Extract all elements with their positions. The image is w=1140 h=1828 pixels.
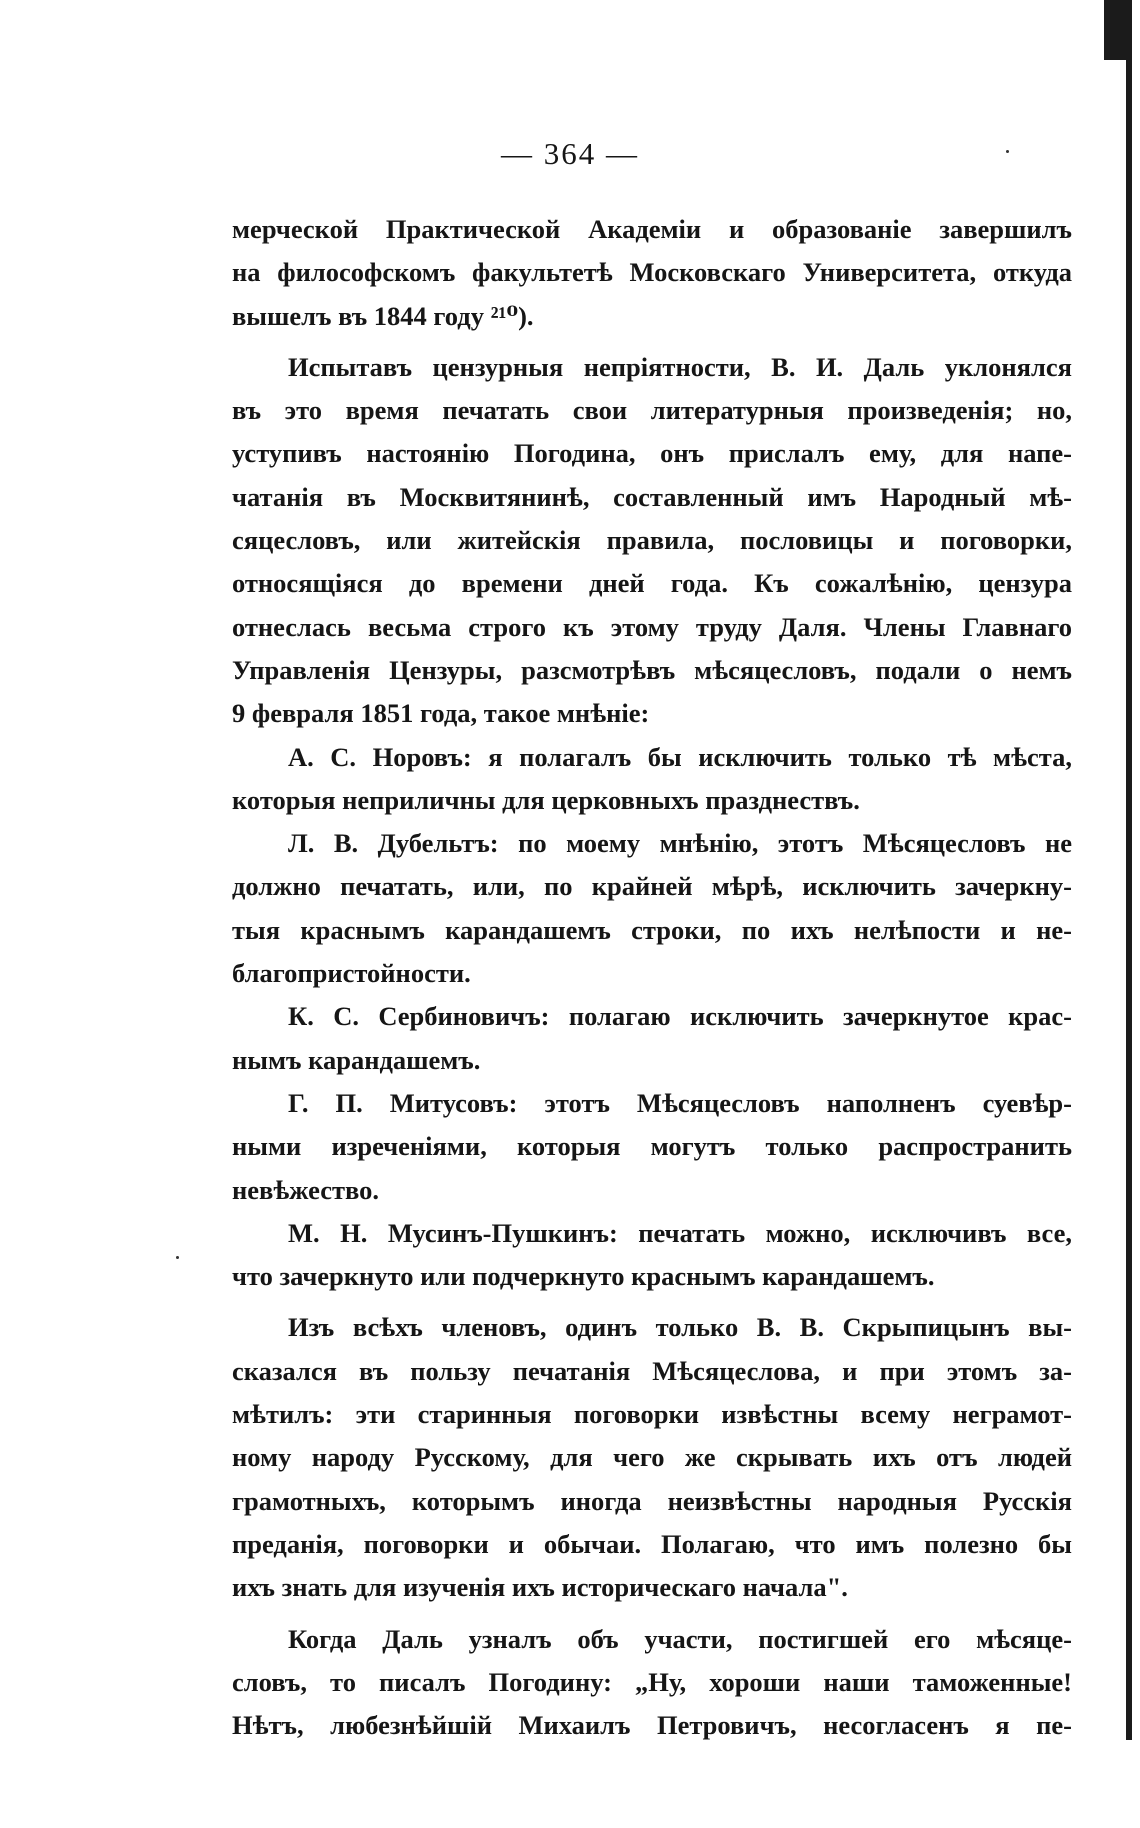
text-line: которыя неприличны для церковныхъ празднествъ. <box>232 784 860 815</box>
text-line: словъ, то писалъ Погодину: „Ну, хороши наши таможенные! <box>232 1666 1072 1697</box>
text-line: Испытавъ цензурныя непріятности, В. И. Даль уклонялся <box>288 351 1072 382</box>
scan-edge-mark-right <box>1126 0 1132 1740</box>
text-line: невѣжество. <box>232 1174 379 1205</box>
text-line: М. Н. Мусинъ-Пушкинъ: печатать можно, исключивъ все, <box>288 1217 1072 1248</box>
text-line: ному народу Русскому, для чего же скрывать ихъ отъ людей <box>232 1442 1072 1473</box>
text-line: на философскомъ факультетѣ Московскаго Университета, откуда <box>232 257 1072 288</box>
text-line: въ это время печатать свои литературныя произведенія; но, <box>232 395 1072 426</box>
text-line: нымъ карандашемъ. <box>232 1044 481 1075</box>
text-line: преданія, поговорки и обычаи. Полагаю, что имъ полезно бы <box>232 1528 1072 1559</box>
text-line: 9 февраля 1851 года, такое мнѣніе: <box>232 698 650 729</box>
text-line: К. С. Сербиновичъ: полагаю исключить зачеркнутое крас- <box>288 1001 1072 1032</box>
text-line: относящіяся до времени дней года. Къ сожалѣнію, цензура <box>232 568 1072 599</box>
text-line: уступивъ настоянію Погодина, онъ прислалъ ему, для напе- <box>232 438 1072 469</box>
text-line: мѣтилъ: эти старинныя поговорки извѣстны всему неграмот- <box>232 1399 1072 1430</box>
scan-speck <box>176 1256 179 1259</box>
text-line: что зачеркнуто или подчеркнуто краснымъ карандашемъ. <box>232 1261 935 1292</box>
text-line: отнеслась весьма строго къ этому труду Даля. Члены Главнаго <box>232 611 1072 642</box>
text-line: тыя краснымъ карандашемъ строки, по ихъ нелѣпости и не- <box>232 914 1072 945</box>
text-line: А. С. Норовъ: я полагалъ бы исключить только тѣ мѣста, <box>288 741 1072 772</box>
page-number: — 364 — <box>501 136 639 171</box>
text-line: сказался въ пользу печатанія Мѣсяцеслова, и при этомъ за- <box>232 1355 1072 1386</box>
text-line: Г. П. Митусовъ: этотъ Мѣсяцесловъ наполненъ суевѣр- <box>288 1087 1072 1118</box>
text-line: грамотныхъ, которымъ иногда неизвѣстны народныя Русскія <box>232 1485 1072 1516</box>
text-line: благопристойности. <box>232 958 471 989</box>
text-line: Изъ всѣхъ членовъ, одинъ только В. В. Скрыпицынъ вы- <box>288 1312 1072 1343</box>
book-page-text <box>232 208 1072 1747</box>
text-line: Когда Даль узналъ объ участи, постигшей его мѣсяце- <box>288 1623 1072 1654</box>
text-line: Нѣтъ, любезнѣйшій Михаилъ Петровичъ, несогласенъ я пе- <box>232 1710 1072 1741</box>
text-line: сяцесловъ, или житейскія правила, пословицы и поговорки, <box>232 525 1072 556</box>
text-line: ихъ знать для изученія ихъ историческаго начала". <box>232 1572 848 1603</box>
text-line: вышелъ въ 1844 году ²¹⁰). <box>232 300 534 331</box>
text-line: должно печатать, или, по крайней мѣрѣ, исключить зачеркну- <box>232 871 1072 902</box>
text-line: ными изреченіями, которыя могутъ только распространить <box>232 1131 1072 1162</box>
text-line: Л. В. Дубельтъ: по моему мнѣнію, этотъ Мѣсяцесловъ не <box>288 828 1072 859</box>
text-line: Управленія Цензуры, разсмотрѣвъ мѣсяцесловъ, подали о немъ <box>232 654 1072 685</box>
text-line: чатанія въ Москвитянинѣ, составленный имъ Народный мѣ- <box>232 481 1072 512</box>
text-line: мерческой Практической Академіи и образованіе завершилъ <box>232 214 1072 244</box>
